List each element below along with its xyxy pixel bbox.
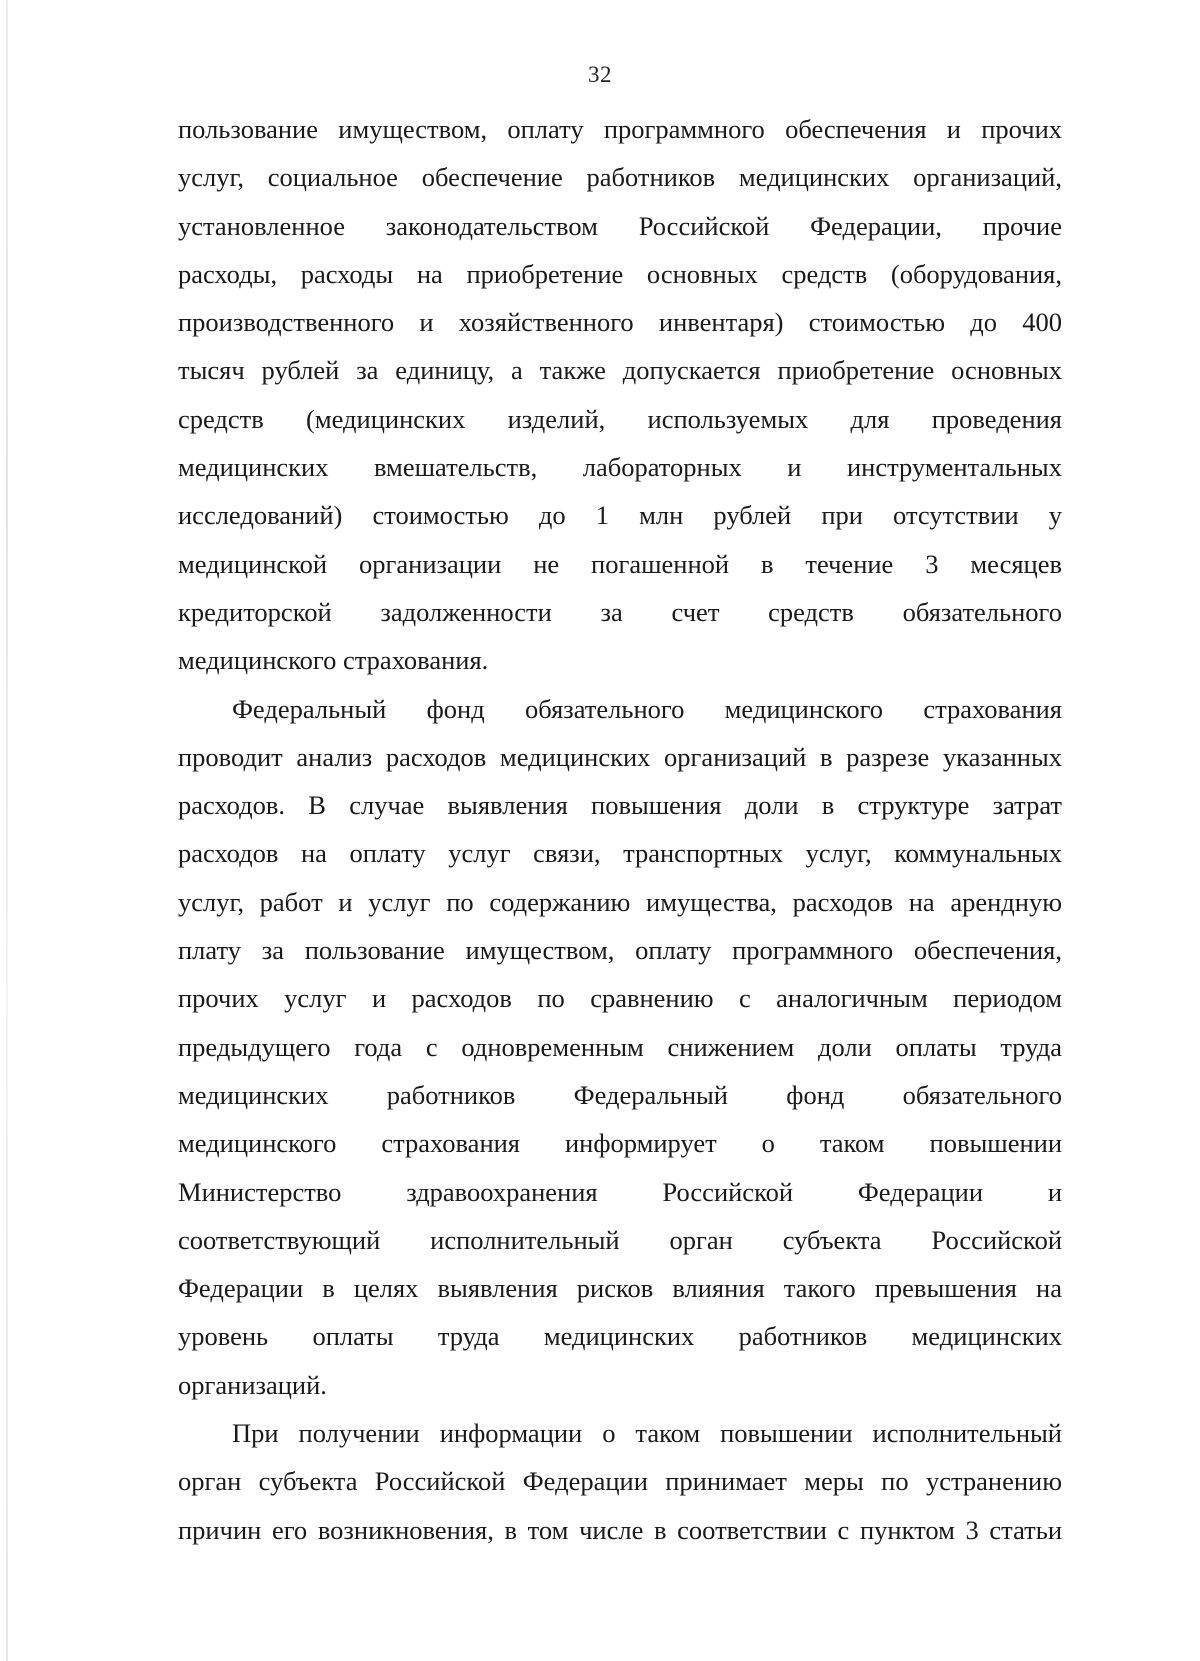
text-line: расходов на оплату услуг связи, транспортных услуг, коммунальных: [178, 838, 1062, 869]
text-line: Министерство здравоохранения Российской Федерации и: [178, 1176, 1062, 1207]
text-line: предыдущего года с одновременным снижением доли оплаты труда: [178, 1031, 1062, 1062]
text-line: Федеральный фонд обязательного медицинского страхования: [232, 693, 1062, 724]
text-line: медицинского страхования информирует о таком повышении: [178, 1128, 1062, 1159]
text-line: услуг, работ и услуг по содержанию имущества, расходов на арендную: [178, 886, 1062, 917]
text-line: тысяч рублей за единицу, а также допускается приобретение основных: [178, 355, 1062, 386]
text-line: уровень оплаты труда медицинских работников медицинских: [178, 1321, 1062, 1352]
scan-edge-shadow: [6, 0, 8, 1661]
text-line: орган субъекта Российской Федерации принимает меры по устранению: [178, 1466, 1062, 1497]
text-line: расходы, расходы на приобретение основных средств (оборудования,: [178, 258, 1062, 289]
paragraph-3: [178, 1409, 1062, 1554]
text-line: причин его возникновения, в том числе в соответствии с пунктом 3 статьи: [178, 1514, 1062, 1545]
text-line: медицинского страхования.: [178, 645, 489, 676]
text-line: организаций.: [178, 1369, 327, 1400]
text-line: медицинских работников Федеральный фонд обязательного: [178, 1079, 1062, 1110]
text-line: средств (медицинских изделий, используемых для проведения: [178, 403, 1062, 434]
text-line: производственного и хозяйственного инвентаря) стоимостью до 400: [178, 307, 1062, 338]
text-line: услуг, социальное обеспечение работников медицинских организаций,: [178, 162, 1062, 193]
text-line: расходов. В случае выявления повышения доли в структуре затрат: [178, 790, 1062, 821]
paragraph-1: [178, 105, 1062, 685]
body-text: [178, 105, 1062, 1554]
text-line: прочих услуг и расходов по сравнению с аналогичным периодом: [178, 983, 1062, 1014]
text-line: кредиторской задолженности за счет средств обязательного: [178, 596, 1062, 627]
text-line: медицинских вмешательств, лабораторных и инструментальных: [178, 452, 1062, 483]
text-line: исследований) стоимостью до 1 млн рублей при отсутствии у: [178, 500, 1062, 531]
text-line: Федерации в целях выявления рисков влияния такого превышения на: [178, 1273, 1062, 1304]
paragraph-2: [178, 685, 1062, 1409]
text-line: проводит анализ расходов медицинских организаций в разрезе указанных: [178, 741, 1062, 772]
text-line: соответствующий исполнительный орган субъекта Российской: [178, 1224, 1062, 1255]
text-line: плату за пользование имуществом, оплату программного обеспечения,: [178, 935, 1062, 966]
text-line: установленное законодательством Российской Федерации, прочие: [178, 210, 1062, 241]
page-number: 32: [588, 62, 612, 87]
text-line: пользование имуществом, оплату программного обеспечения и прочих: [178, 114, 1062, 144]
text-line: При получении информации о таком повышении исполнительный: [232, 1418, 1062, 1449]
text-line: медицинской организации не погашенной в течение 3 месяцев: [178, 548, 1062, 579]
